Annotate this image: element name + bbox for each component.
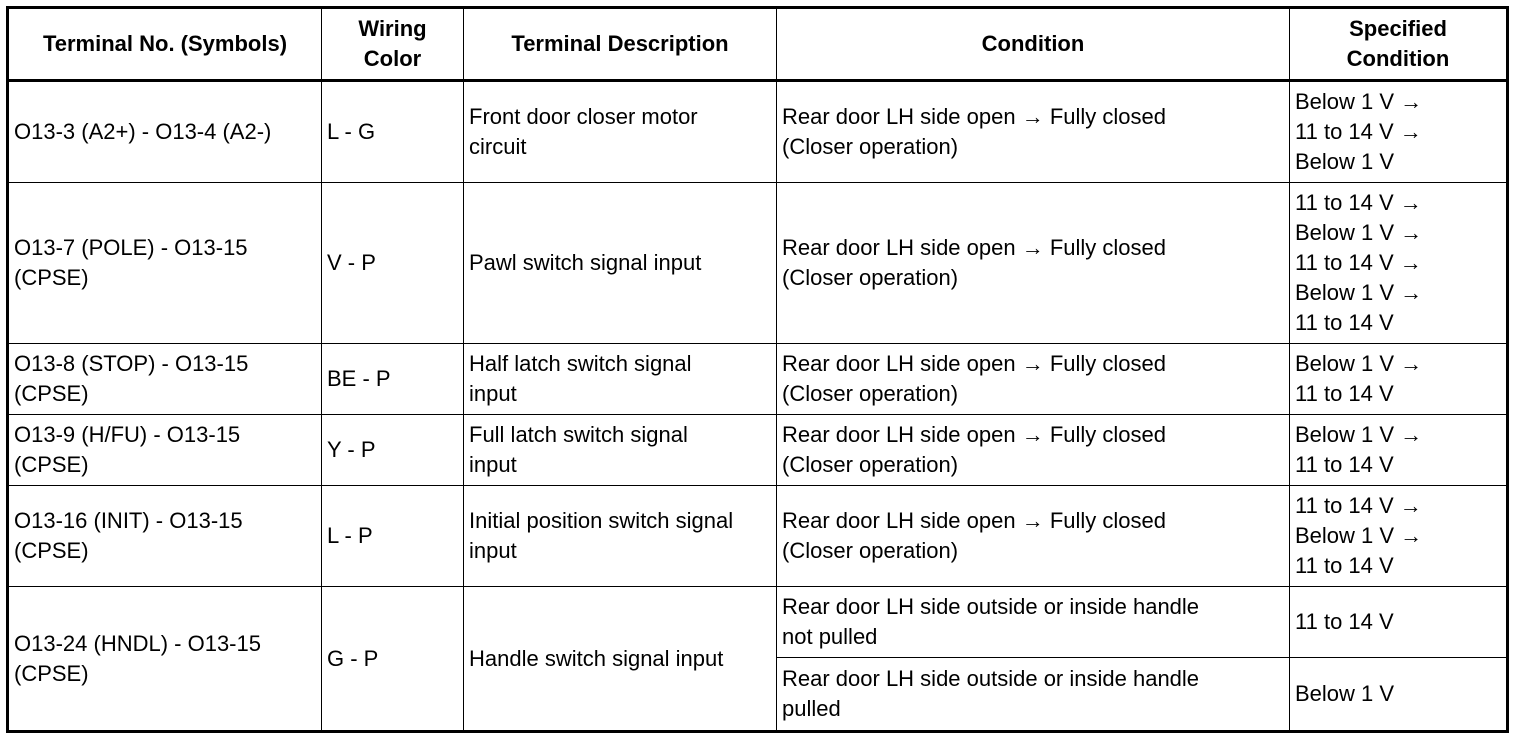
header-terminal-no: Terminal No. (Symbols) bbox=[8, 8, 322, 81]
specified-condition-cell: 11 to 14 V → Below 1 V → 11 to 14 V → Below 1 V → 11 to 14 V bbox=[1290, 183, 1508, 344]
wiring-color-cell: L - P bbox=[322, 486, 464, 587]
terminal-table-container bbox=[6, 6, 1509, 733]
header-wiring-color: Wiring Color bbox=[322, 8, 464, 81]
condition-cell: Rear door LH side outside or inside handle not pulled bbox=[777, 587, 1290, 658]
description-cell: Initial position switch signal input bbox=[464, 486, 777, 587]
condition-cell: Rear door LH side outside or inside handle pulled bbox=[777, 658, 1290, 732]
description-cell: Full latch switch signal input bbox=[464, 415, 777, 486]
header-condition: Condition bbox=[777, 8, 1290, 81]
wiring-color-cell: V - P bbox=[322, 183, 464, 344]
description-cell: Half latch switch signal input bbox=[464, 344, 777, 415]
specified-condition-cell: Below 1 V → 11 to 14 V bbox=[1290, 415, 1508, 486]
wiring-color-cell: Y - P bbox=[322, 415, 464, 486]
specified-condition-cell: 11 to 14 V bbox=[1290, 587, 1508, 658]
table-row bbox=[8, 587, 1508, 658]
table-row bbox=[8, 81, 1508, 183]
specified-condition-cell: Below 1 V → 11 to 14 V bbox=[1290, 344, 1508, 415]
wiring-color-cell: BE - P bbox=[322, 344, 464, 415]
terminal-cell: O13-24 (HNDL) - O13-15 (CPSE) bbox=[8, 587, 322, 732]
table-row bbox=[8, 415, 1508, 486]
specified-condition-cell: Below 1 V bbox=[1290, 658, 1508, 732]
wiring-color-cell: G - P bbox=[322, 587, 464, 732]
condition-cell: Rear door LH side open → Fully closed (Closer operation) bbox=[777, 415, 1290, 486]
wiring-color-cell: L - G bbox=[322, 81, 464, 183]
condition-cell: Rear door LH side open → Fully closed (Closer operation) bbox=[777, 183, 1290, 344]
specified-condition-cell: Below 1 V → 11 to 14 V → Below 1 V bbox=[1290, 81, 1508, 183]
terminal-cell: O13-7 (POLE) - O13-15 (CPSE) bbox=[8, 183, 322, 344]
table-row bbox=[8, 344, 1508, 415]
description-cell: Handle switch signal input bbox=[464, 587, 777, 732]
terminal-cell: O13-9 (H/FU) - O13-15 (CPSE) bbox=[8, 415, 322, 486]
terminal-inspection-table bbox=[6, 6, 1509, 733]
terminal-cell: O13-8 (STOP) - O13-15 (CPSE) bbox=[8, 344, 322, 415]
terminal-cell: O13-16 (INIT) - O13-15 (CPSE) bbox=[8, 486, 322, 587]
condition-cell: Rear door LH side open → Fully closed (Closer operation) bbox=[777, 81, 1290, 183]
condition-cell: Rear door LH side open → Fully closed (Closer operation) bbox=[777, 486, 1290, 587]
specified-condition-cell: 11 to 14 V → Below 1 V → 11 to 14 V bbox=[1290, 486, 1508, 587]
table-header-row bbox=[8, 8, 1508, 81]
table-row bbox=[8, 183, 1508, 344]
header-terminal-description: Terminal Description bbox=[464, 8, 777, 81]
description-cell: Front door closer motor circuit bbox=[464, 81, 777, 183]
terminal-cell: O13-3 (A2+) - O13-4 (A2-) bbox=[8, 81, 322, 183]
table-row bbox=[8, 486, 1508, 587]
description-cell: Pawl switch signal input bbox=[464, 183, 777, 344]
condition-cell: Rear door LH side open → Fully closed (Closer operation) bbox=[777, 344, 1290, 415]
header-specified-condition: Specified Condition bbox=[1290, 8, 1508, 81]
